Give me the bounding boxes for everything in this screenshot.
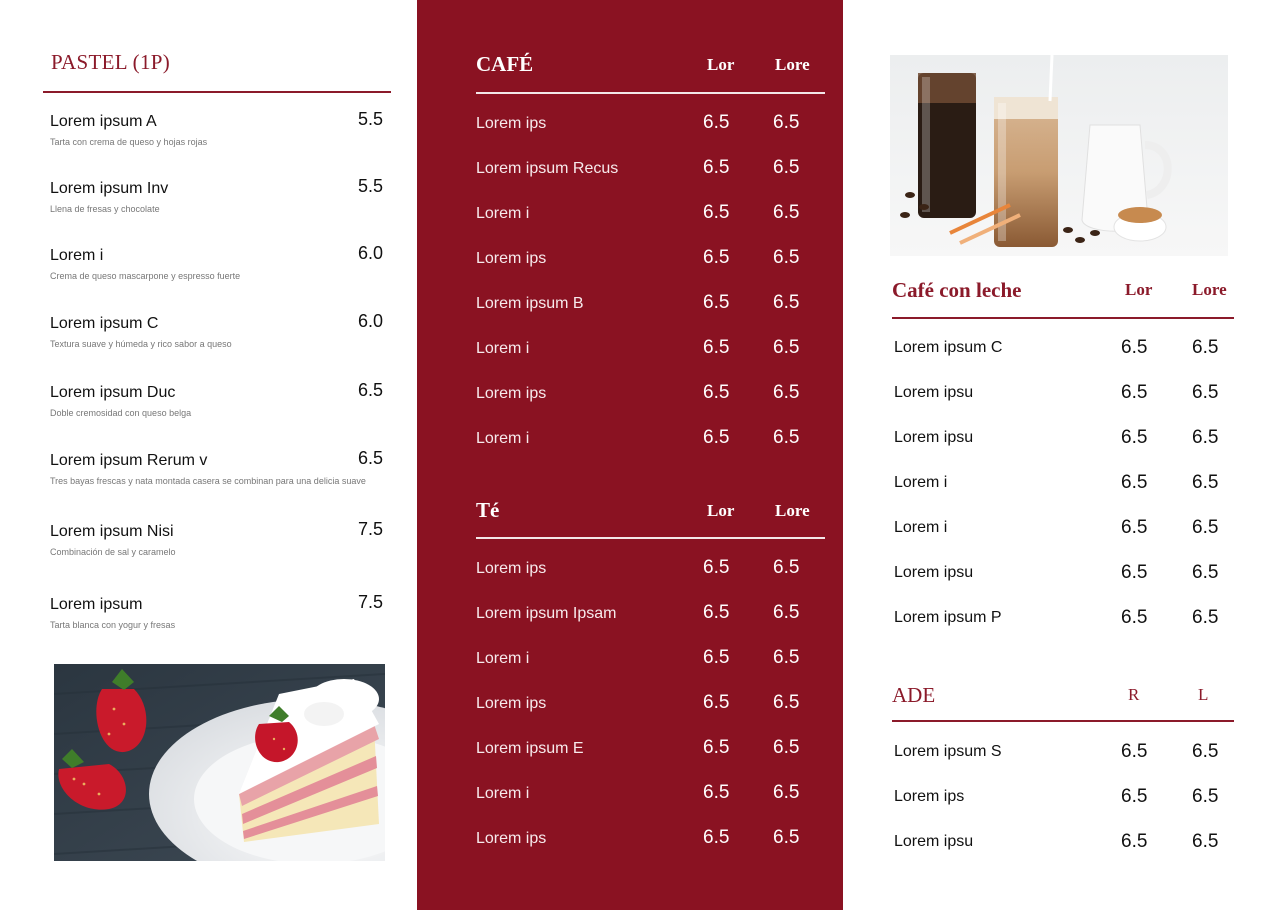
ade-row: [894, 741, 1234, 765]
pastel-item-desc: Doble cremosidad con queso belga: [50, 408, 192, 418]
te-item-price1: 6.5: [703, 647, 730, 668]
cafe-item-name: Lorem i: [476, 430, 530, 447]
cafe-leche-row: [894, 337, 1234, 361]
cafe-row: [476, 112, 826, 136]
cafe-item-name: Lorem ips: [476, 385, 547, 402]
te-row: [476, 557, 826, 581]
cafe-item-name: Lorem ips: [476, 115, 547, 132]
cafe-row: [476, 202, 826, 226]
te-row: [476, 692, 826, 716]
pastel-item-price: 6.0: [357, 311, 383, 331]
te-row: [476, 782, 826, 806]
cafe-leche-row: [894, 472, 1234, 496]
pastel-item: [50, 380, 390, 418]
pastel-item-name: Lorem ipsum A: [50, 113, 157, 130]
cafe-item-price2: 6.5: [773, 247, 800, 268]
cake-photo: [54, 664, 385, 861]
ade-section-title: ADE: [892, 683, 936, 707]
ade-item-name: Lorem ipsum S: [894, 743, 1002, 760]
cafe-leche-col1-header: Lor: [1125, 280, 1153, 299]
cafe-leche-item-price1: 6.5: [1121, 562, 1148, 583]
cafe-col2-header: Lore: [775, 55, 810, 74]
te-col2-header: Lore: [775, 501, 810, 520]
pastel-item-desc: Combinación de sal y caramelo: [50, 547, 176, 557]
te-item-price1: 6.5: [703, 782, 730, 803]
ade-item-price1: 6.5: [1121, 831, 1148, 852]
cafe-item-price1: 6.5: [703, 247, 730, 268]
te-item-name: Lorem ips: [476, 560, 547, 577]
cafe-item-price2: 6.5: [773, 292, 800, 313]
pastel-item-name: Lorem ipsum Duc: [50, 384, 176, 401]
cafe-row: [476, 292, 826, 316]
te-row: [476, 647, 826, 671]
pastel-item: [50, 176, 390, 214]
te-item-price1: 6.5: [703, 827, 730, 848]
pastel-item-name: Lorem ipsum Inv: [50, 180, 169, 197]
cafe-item-price2: 6.5: [773, 112, 800, 133]
te-item-price2: 6.5: [773, 782, 800, 803]
pastel-item-price: 7.5: [357, 592, 383, 612]
te-item-name: Lorem ipsum E: [476, 740, 584, 757]
te-col1-header: Lor: [707, 501, 735, 520]
cafe-leche-item-price2: 6.5: [1192, 607, 1219, 628]
cafe-leche-item-price1: 6.5: [1121, 517, 1148, 538]
cafe-leche-row: [894, 562, 1234, 586]
ade-item-price1: 6.5: [1121, 786, 1148, 807]
pastel-item: [50, 109, 390, 147]
ade-item-price2: 6.5: [1192, 831, 1219, 852]
cafe-leche-item-price1: 6.5: [1121, 607, 1148, 628]
pastel-item-name: Lorem ipsum Nisi: [50, 523, 174, 540]
pastel-item-name: Lorem ipsum: [50, 596, 143, 613]
pastel-item: [50, 519, 390, 557]
cafe-leche-row: [894, 607, 1234, 631]
cafe-leche-item-name: Lorem ipsu: [894, 429, 974, 446]
pastel-item: [50, 243, 390, 281]
te-section-title: Té: [476, 498, 500, 522]
cafe-row: [476, 382, 826, 406]
cafe-row: [476, 427, 826, 451]
cafe-leche-item-name: Lorem ipsu: [894, 384, 974, 401]
te-item-name: Lorem i: [476, 785, 530, 802]
pastel-item: [50, 448, 390, 486]
cafe-section-title: CAFÉ: [476, 52, 534, 76]
ade-item-price1: 6.5: [1121, 741, 1148, 762]
ade-row: [894, 831, 1234, 855]
pastel-title-divider: [43, 91, 391, 93]
pastel-item-price: 6.5: [357, 380, 383, 400]
cafe-item-price2: 6.5: [773, 382, 800, 403]
cafe-leche-item-price1: 6.5: [1121, 427, 1148, 448]
pastel-item: [50, 592, 390, 630]
cafe-section-header: [476, 52, 826, 82]
cafe-leche-section-header: [892, 278, 1234, 308]
ade-col2-header: L: [1198, 685, 1209, 704]
cafe-leche-row: [894, 382, 1234, 406]
iced-coffee-photo: [890, 55, 1228, 256]
cafe-leche-item-price1: 6.5: [1121, 382, 1148, 403]
ade-section-header: [892, 683, 1234, 713]
te-item-price1: 6.5: [703, 737, 730, 758]
cafe-leche-item-price2: 6.5: [1192, 337, 1219, 358]
cafe-leche-section-title: Café con leche: [892, 278, 1022, 302]
cafe-leche-item-price1: 6.5: [1121, 337, 1148, 358]
drinks-panel: [417, 0, 843, 910]
te-item-price2: 6.5: [773, 647, 800, 668]
te-item-price2: 6.5: [773, 737, 800, 758]
cafe-item-name: Lorem i: [476, 340, 530, 357]
pastel-item-price: 5.5: [357, 109, 383, 129]
ade-col1-header: R: [1128, 685, 1140, 704]
te-item-name: Lorem ips: [476, 695, 547, 712]
pastel-panel: [0, 0, 417, 910]
cafe-item-name: Lorem ipsum B: [476, 295, 584, 312]
te-item-price1: 6.5: [703, 557, 730, 578]
cafe-leche-row: [894, 427, 1234, 451]
te-row: [476, 602, 826, 626]
cafe-leche-item-price2: 6.5: [1192, 382, 1219, 403]
cafe-col1-header: Lor: [707, 55, 735, 74]
te-item-name: Lorem ipsum Ipsam: [476, 605, 617, 622]
cafe-item-name: Lorem ipsum Recus: [476, 160, 619, 177]
cafe-item-price1: 6.5: [703, 112, 730, 133]
ade-item-name: Lorem ipsu: [894, 833, 974, 850]
pastel-item-name: Lorem i: [50, 247, 104, 264]
ade-title-divider: [892, 720, 1234, 722]
pastel-item-price: 5.5: [357, 176, 383, 196]
pastel-item-price: 6.0: [357, 243, 383, 263]
pastel-item-price: 6.5: [357, 448, 383, 468]
te-item-price1: 6.5: [703, 602, 730, 623]
cafe-item-price1: 6.5: [703, 292, 730, 313]
cafe-leche-item-name: Lorem ipsu: [894, 564, 974, 581]
pastel-item-desc: Crema de queso mascarpone y espresso fuerte: [50, 271, 241, 281]
cafe-item-price1: 6.5: [703, 382, 730, 403]
cafe-leche-item-price2: 6.5: [1192, 517, 1219, 538]
te-item-price2: 6.5: [773, 602, 800, 623]
cafe-item-name: Lorem i: [476, 205, 530, 222]
pastel-item-name: Lorem ipsum C: [50, 315, 159, 332]
ade-item-price2: 6.5: [1192, 741, 1219, 762]
cafe-item-price1: 6.5: [703, 157, 730, 178]
pastel-item-desc: Llena de fresas y chocolate: [50, 204, 160, 214]
pastel-item-desc: Tres bayas frescas y nata montada casera se combinan para una delicia suave: [50, 476, 366, 486]
te-item-price2: 6.5: [773, 692, 800, 713]
te-item-name: Lorem i: [476, 650, 530, 667]
cafe-leche-col2-header: Lore: [1192, 280, 1227, 299]
cafe-item-price1: 6.5: [703, 337, 730, 358]
cafe-leche-item-name: Lorem ipsum P: [894, 609, 1002, 626]
pastel-item-desc: Textura suave y húmeda y rico sabor a queso: [50, 339, 232, 349]
cafe-item-price2: 6.5: [773, 337, 800, 358]
cafe-row: [476, 337, 826, 361]
cafe-leche-item-price2: 6.5: [1192, 562, 1219, 583]
pastel-item-name: Lorem ipsum Rerum v: [50, 452, 208, 469]
cafe-item-name: Lorem ips: [476, 250, 547, 267]
ade-item-price2: 6.5: [1192, 786, 1219, 807]
cafe-item-price2: 6.5: [773, 202, 800, 223]
te-item-price2: 6.5: [773, 557, 800, 578]
te-title-divider: [476, 537, 825, 539]
cafe-item-price2: 6.5: [773, 157, 800, 178]
te-item-price1: 6.5: [703, 692, 730, 713]
cafe-leche-item-price2: 6.5: [1192, 427, 1219, 448]
pastel-item-desc: Tarta con crema de queso y hojas rojas: [50, 137, 208, 147]
te-section-header: [476, 498, 826, 528]
te-item-name: Lorem ips: [476, 830, 547, 847]
cafe-leche-item-name: Lorem ipsum C: [894, 339, 1003, 356]
cafe-title-divider: [476, 92, 825, 94]
cafe-row: [476, 157, 826, 181]
pastel-item: [50, 311, 390, 349]
te-row: [476, 827, 826, 851]
cafe-item-price2: 6.5: [773, 427, 800, 448]
cafe-leche-item-price1: 6.5: [1121, 472, 1148, 493]
ade-item-name: Lorem ips: [894, 788, 965, 805]
cafe-row: [476, 247, 826, 271]
cafe-leche-item-name: Lorem i: [894, 474, 948, 491]
cafe-item-price1: 6.5: [703, 202, 730, 223]
cafe-leche-panel: [843, 0, 1280, 910]
cafe-leche-item-price2: 6.5: [1192, 472, 1219, 493]
ade-row: [894, 786, 1234, 810]
pastel-item-price: 7.5: [357, 519, 383, 539]
cafe-item-price1: 6.5: [703, 427, 730, 448]
cafe-leche-title-divider: [892, 317, 1234, 319]
cafe-leche-item-name: Lorem i: [894, 519, 948, 536]
cafe-leche-row: [894, 517, 1234, 541]
te-item-price2: 6.5: [773, 827, 800, 848]
pastel-section-title: PASTEL (1P): [51, 50, 171, 74]
pastel-item-desc: Tarta blanca con yogur y fresas: [50, 620, 176, 630]
te-row: [476, 737, 826, 761]
